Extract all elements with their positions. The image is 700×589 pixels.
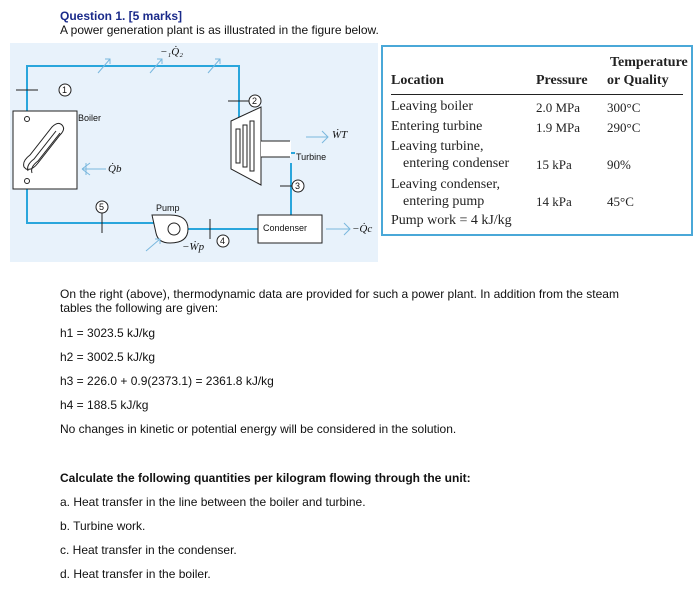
boiler-box xyxy=(13,111,77,189)
col-temperature-header: Temperature xyxy=(610,55,688,70)
pump-work-label: −Ẇp xyxy=(182,241,205,253)
pump-label: Pump xyxy=(156,203,180,213)
row-3-quality: 90% xyxy=(607,157,631,172)
row-4-location-cont: entering pump xyxy=(403,194,485,209)
row-3-location: Leaving turbine, xyxy=(391,139,484,154)
heat-loss-label: −₁Q̇₂ xyxy=(160,46,184,58)
part-c: c. Heat transfer in the condenser. xyxy=(60,543,237,557)
task-instruction: Calculate the following quantities per kilogram flowing through the unit: xyxy=(60,471,471,485)
data-paragraph: On the right (above), thermodynamic data are provided for such a power plant. In addition from the steam tables the following are given: xyxy=(60,287,619,315)
h1-value: h1 = 3023.5 kJ/kg xyxy=(60,326,156,340)
col-quality-header: or Quality xyxy=(607,73,669,88)
power-plant-diagram xyxy=(10,43,378,262)
row-3-location-cont: entering condenser xyxy=(403,156,510,171)
row-3-pressure: 15 kPa xyxy=(536,157,572,172)
boiler-label: Boiler xyxy=(78,113,102,123)
assumption-note: No changes in kinetic or potential energy will be considered in the solution. xyxy=(60,422,457,436)
part-d: d. Heat transfer in the boiler. xyxy=(60,567,211,581)
row-1-temp: 300°C xyxy=(607,100,641,115)
condenser-label: Condenser xyxy=(263,223,308,233)
row-4-pressure: 14 kPa xyxy=(536,194,572,209)
pipe-pump-to-boiler xyxy=(27,185,160,223)
state-5-label: 5 xyxy=(99,202,105,212)
state-data-table xyxy=(381,45,693,236)
state-3-label: 3 xyxy=(295,181,301,191)
state-1-label: 1 xyxy=(62,85,68,95)
condenser-heat-label: −Q̇c xyxy=(352,223,373,235)
question-title: Question 1. [5 marks] xyxy=(60,9,183,23)
turbine-shape xyxy=(231,107,291,185)
question-intro: A power generation plant is as illustrated in the figure below. xyxy=(60,23,379,37)
row-2-temp: 290°C xyxy=(607,120,641,135)
header-rule xyxy=(391,94,683,95)
col-location-header: Location xyxy=(391,73,444,88)
turbine-label: Turbine xyxy=(296,152,327,162)
part-b: b. Turbine work. xyxy=(60,519,146,533)
turbine-work-label: ẆT xyxy=(332,129,348,141)
state-2-label: 2 xyxy=(252,96,258,106)
h3-value: h3 = 226.0 + 0.9(2373.1) = 2361.8 kJ/kg xyxy=(60,374,274,388)
pump-work-note: Pump work = 4 kJ/kg xyxy=(391,213,512,228)
part-a: a. Heat transfer in the line between the boiler and turbine. xyxy=(60,495,366,509)
row-2-location: Entering turbine xyxy=(391,119,483,134)
pipe-condenser-to-pump xyxy=(178,227,258,229)
boiler-heat-label: Q̇b xyxy=(108,163,122,175)
state-4-label: 4 xyxy=(220,236,226,246)
col-pressure-header: Pressure xyxy=(536,73,588,88)
row-4-location: Leaving condenser, xyxy=(391,177,501,192)
h4-value: h4 = 188.5 kJ/kg xyxy=(60,398,149,412)
row-1-location: Leaving boiler xyxy=(391,99,474,114)
row-1-pressure: 2.0 MPa xyxy=(536,100,581,115)
row-2-pressure: 1.9 MPa xyxy=(536,120,581,135)
h2-value: h2 = 3002.5 kJ/kg xyxy=(60,350,156,364)
row-4-temp: 45°C xyxy=(607,194,634,209)
